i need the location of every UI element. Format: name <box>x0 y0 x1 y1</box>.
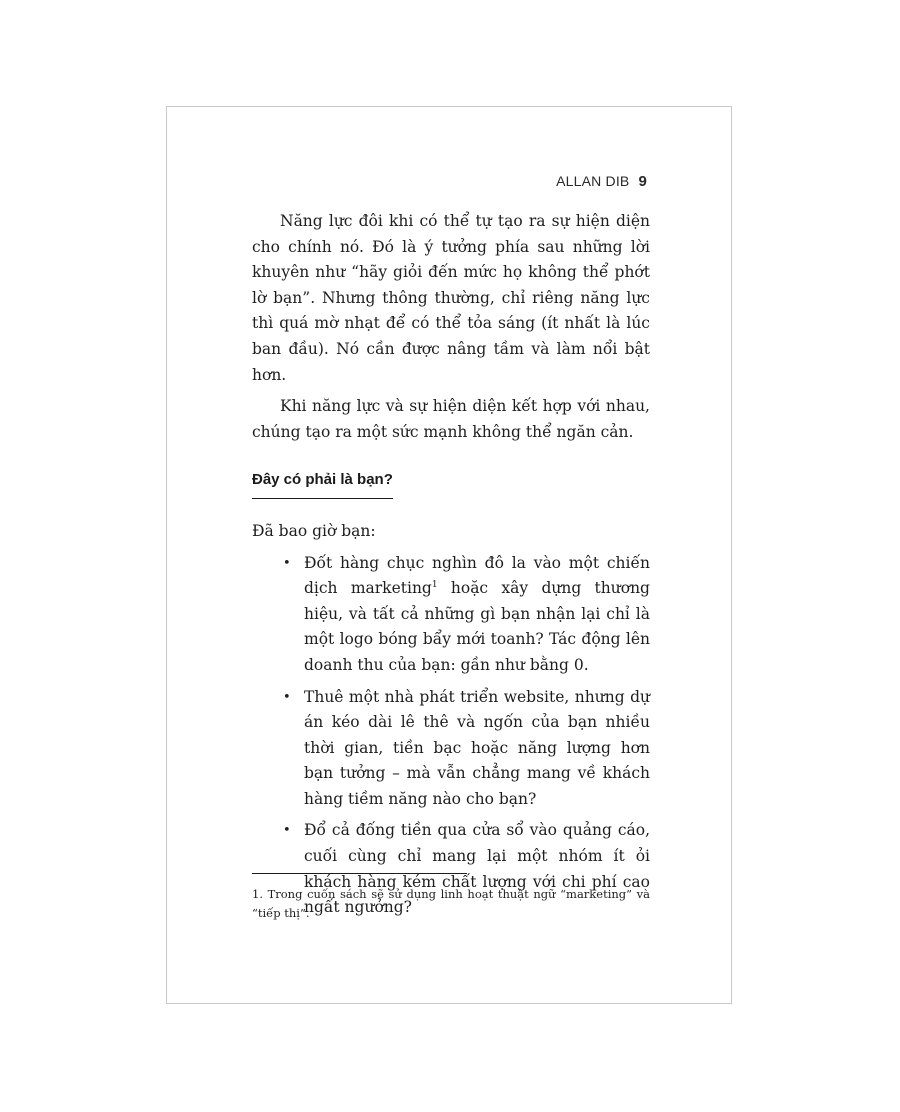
running-header <box>556 173 647 190</box>
footnote-ref: 1 <box>431 580 438 591</box>
list-item-text: Đổ cả đống tiền qua cửa sổ vào quảng cáo, cuối cùng chỉ mang lại một nhóm ít ỏi khách hàng kém chất lượng với chi phí cao ngất ngưởng? <box>304 821 650 917</box>
paragraph-1: Năng lực đôi khi có thể tự tạo ra sự hiện diện cho chính nó. Đó là ý tưởng phía sau những lời khuyên như “hãy giỏi đến mức họ không thể phớt lờ bạn”. Nhưng thông thường, chỉ riêng năng lực thì quá mờ nhạt để có thể tỏa sáng (ít nhất là lúc ban đầu). Nó cần được nâng tầm và làm nổi bật hơn. <box>252 212 650 384</box>
book-page <box>166 106 732 1004</box>
list-item-text: Thuê một nhà phát triển website, nhưng dự án kéo dài lê thê và ngốn của bạn nhiều thời gian, tiền bạc hoặc năng lượng hơn bạn tưởng – mà vẫn chẳng mang về khách hàng tiềm năng nào cho bạn? <box>304 687 650 808</box>
list-item <box>252 551 650 679</box>
bullet-icon: • <box>283 823 291 839</box>
bullet-list <box>252 551 650 921</box>
footnote: 1. Trong cuốn sách sẽ sử dụng linh hoạt thuật ngữ “marketing” và “tiếp thị”. <box>252 887 650 920</box>
list-item-text: Đốt hàng chục nghìn đô la vào một chiến dịch marketing <box>304 553 650 598</box>
list-intro: Đã bao giờ bạn: <box>252 521 376 540</box>
body-text <box>252 209 650 927</box>
author-name: ALLAN DIB <box>556 173 630 189</box>
section-heading: Đây có phải là bạn? <box>252 467 393 499</box>
page-number: 9 <box>638 173 647 190</box>
bullet-icon: • <box>283 689 291 705</box>
footnote-divider <box>252 873 467 874</box>
bullet-icon: • <box>283 555 291 571</box>
paragraph-2: Khi năng lực và sự hiện diện kết hợp với nhau, chúng tạo ra một sức mạnh không thể ngăn cản. <box>252 397 650 441</box>
list-item <box>252 685 650 813</box>
list-item-text-continued: hoặc xây dựng thương hiệu, và tất cả những gì bạn nhận lại chỉ là một logo bóng bẩy mới toanh? Tác động lên doanh thu của bạn: gần như bằng 0. <box>304 579 650 674</box>
